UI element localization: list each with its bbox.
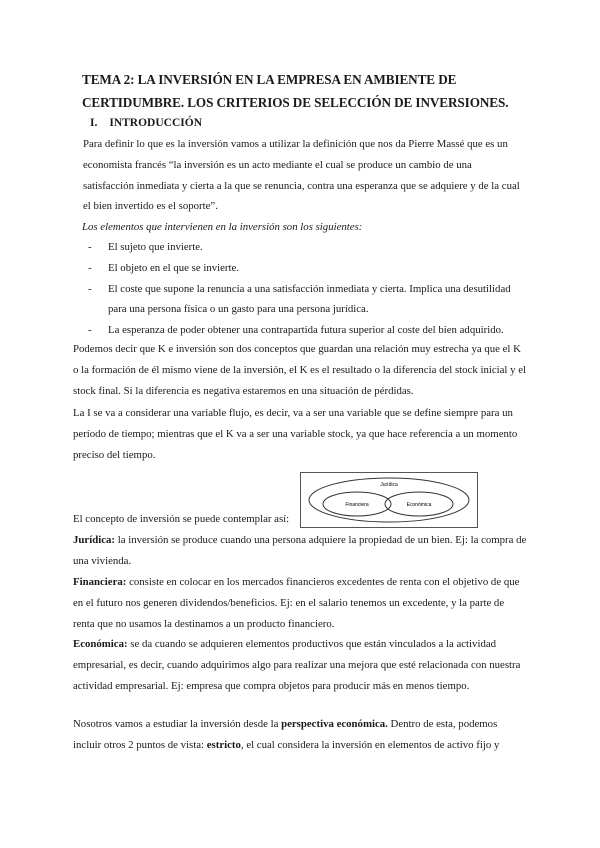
section-number: I.	[90, 117, 98, 129]
definition-economica	[73, 634, 528, 696]
term-economica: Económica:	[73, 638, 128, 650]
elements-list	[88, 237, 528, 341]
flow-stock-paragraph: La I se va a considerar una variable flujo, es decir, va a ser una variable que se define siempre para un período de tiempo; mientras que el K va a ser una variable stock, ya que hace referencia a un momento preciso del tiempo.	[73, 407, 518, 461]
term-financiera: Financiera:	[73, 576, 127, 588]
text-financiera: consiste en colocar en los mercados financieros excedentes de renta con el objetivo de que en el futuro nos generen dividendos/beneficios. Ej: en el salario tenemos un excedente, y la parte de renta que no usamos la destinamos a un producto financiero.	[73, 576, 520, 630]
list-item	[88, 279, 528, 321]
dash-bullet-icon: -	[88, 324, 92, 337]
closing-bold-1: perspectiva económica.	[281, 718, 388, 730]
diagram-outer-label: Jurídica	[380, 482, 398, 488]
closing-bold-2: estricto	[206, 738, 241, 751]
list-item-text: El sujeto que invierte.	[108, 241, 203, 253]
list-item	[88, 237, 528, 258]
term-juridica: Jurídica:	[73, 534, 115, 546]
closing-paragraph	[73, 714, 528, 756]
definition-juridica	[73, 530, 528, 572]
concept-intro: El concepto de inversión se puede contemplar así:	[73, 513, 290, 525]
list-item	[88, 320, 528, 341]
text-economica: se da cuando se adquieren elementos productivos que están vinculados a la actividad empresarial, es decir, cuando adquirimos algo para realizar una mejora que esté relacionada con nuestra actividad empresarial. Ej: empresa que compra objetos para producir más en menos tiempo.	[73, 638, 521, 692]
intro-paragraph: Para definir lo que es la inversión vamos a utilizar la definición que nos da Pierre Massé que es un economista francés “la inversión es un acto mediante el cual se produce un cambio de una satisfacción inmediata y cierta a la que se renuncia, contra una esperanza que se adquiere y de la cual el bien invertido es el soporte”.	[83, 138, 520, 213]
title-line-2: CERTIDUMBRE. LOS CRITERIOS DE SELECCIÓN DE INVERSIONES.	[82, 95, 509, 110]
section-title: INTRODUCCIÓN	[109, 117, 203, 129]
definition-financiera	[73, 572, 528, 634]
elements-title: Los elementos que intervienen en la inversión son los siguientes:	[82, 221, 363, 233]
list-item	[88, 258, 528, 279]
investment-concept-diagram	[300, 472, 478, 528]
closing-text-3: , el cual considera la inversión en elementos de activo fijo y	[240, 738, 500, 751]
list-item-text: El objeto en el que se invierte.	[108, 261, 240, 274]
list-item-text: La esperanza de poder obtener una contrapartida futura superior al coste del bien adquirido.	[108, 324, 504, 337]
closing-text-1: Nosotros vamos a estudiar la inversión desde la	[73, 718, 282, 730]
text-juridica: la inversión se produce cuando una persona adquiere la propiedad de un bien. Ej: la compra de una vivienda.	[73, 534, 527, 567]
diagram-right-label: Económica	[406, 502, 432, 508]
dash-bullet-icon: -	[88, 282, 92, 295]
section-heading	[90, 117, 202, 129]
dash-bullet-icon: -	[88, 261, 92, 274]
diagram-left-label: Financiera	[345, 502, 369, 508]
list-item-text: El coste que supone la renuncia a una satisfacción inmediata y cierta. Implica una desutilidad para una persona física o un gasto para una persona jurídica.	[108, 282, 511, 316]
closing-text-2: Dentro de esta, podemos incluir otros 2 puntos de vista:	[73, 718, 498, 751]
capital-paragraph: Podemos decir que K e inversión son dos conceptos que guardan una relación muy estrecha ya que el K o la formación de él mismo viene de la inversión, el K es el resultado o la diferencia del stock inicial y el stock final. Si la diferencia es negativa estaremos en una situación de pérdidas.	[73, 343, 527, 397]
document-title	[82, 68, 552, 114]
dash-bullet-icon: -	[88, 241, 92, 253]
title-line-1: TEMA 2: LA INVERSIÓN EN LA EMPRESA EN AMBIENTE DE	[82, 72, 457, 87]
